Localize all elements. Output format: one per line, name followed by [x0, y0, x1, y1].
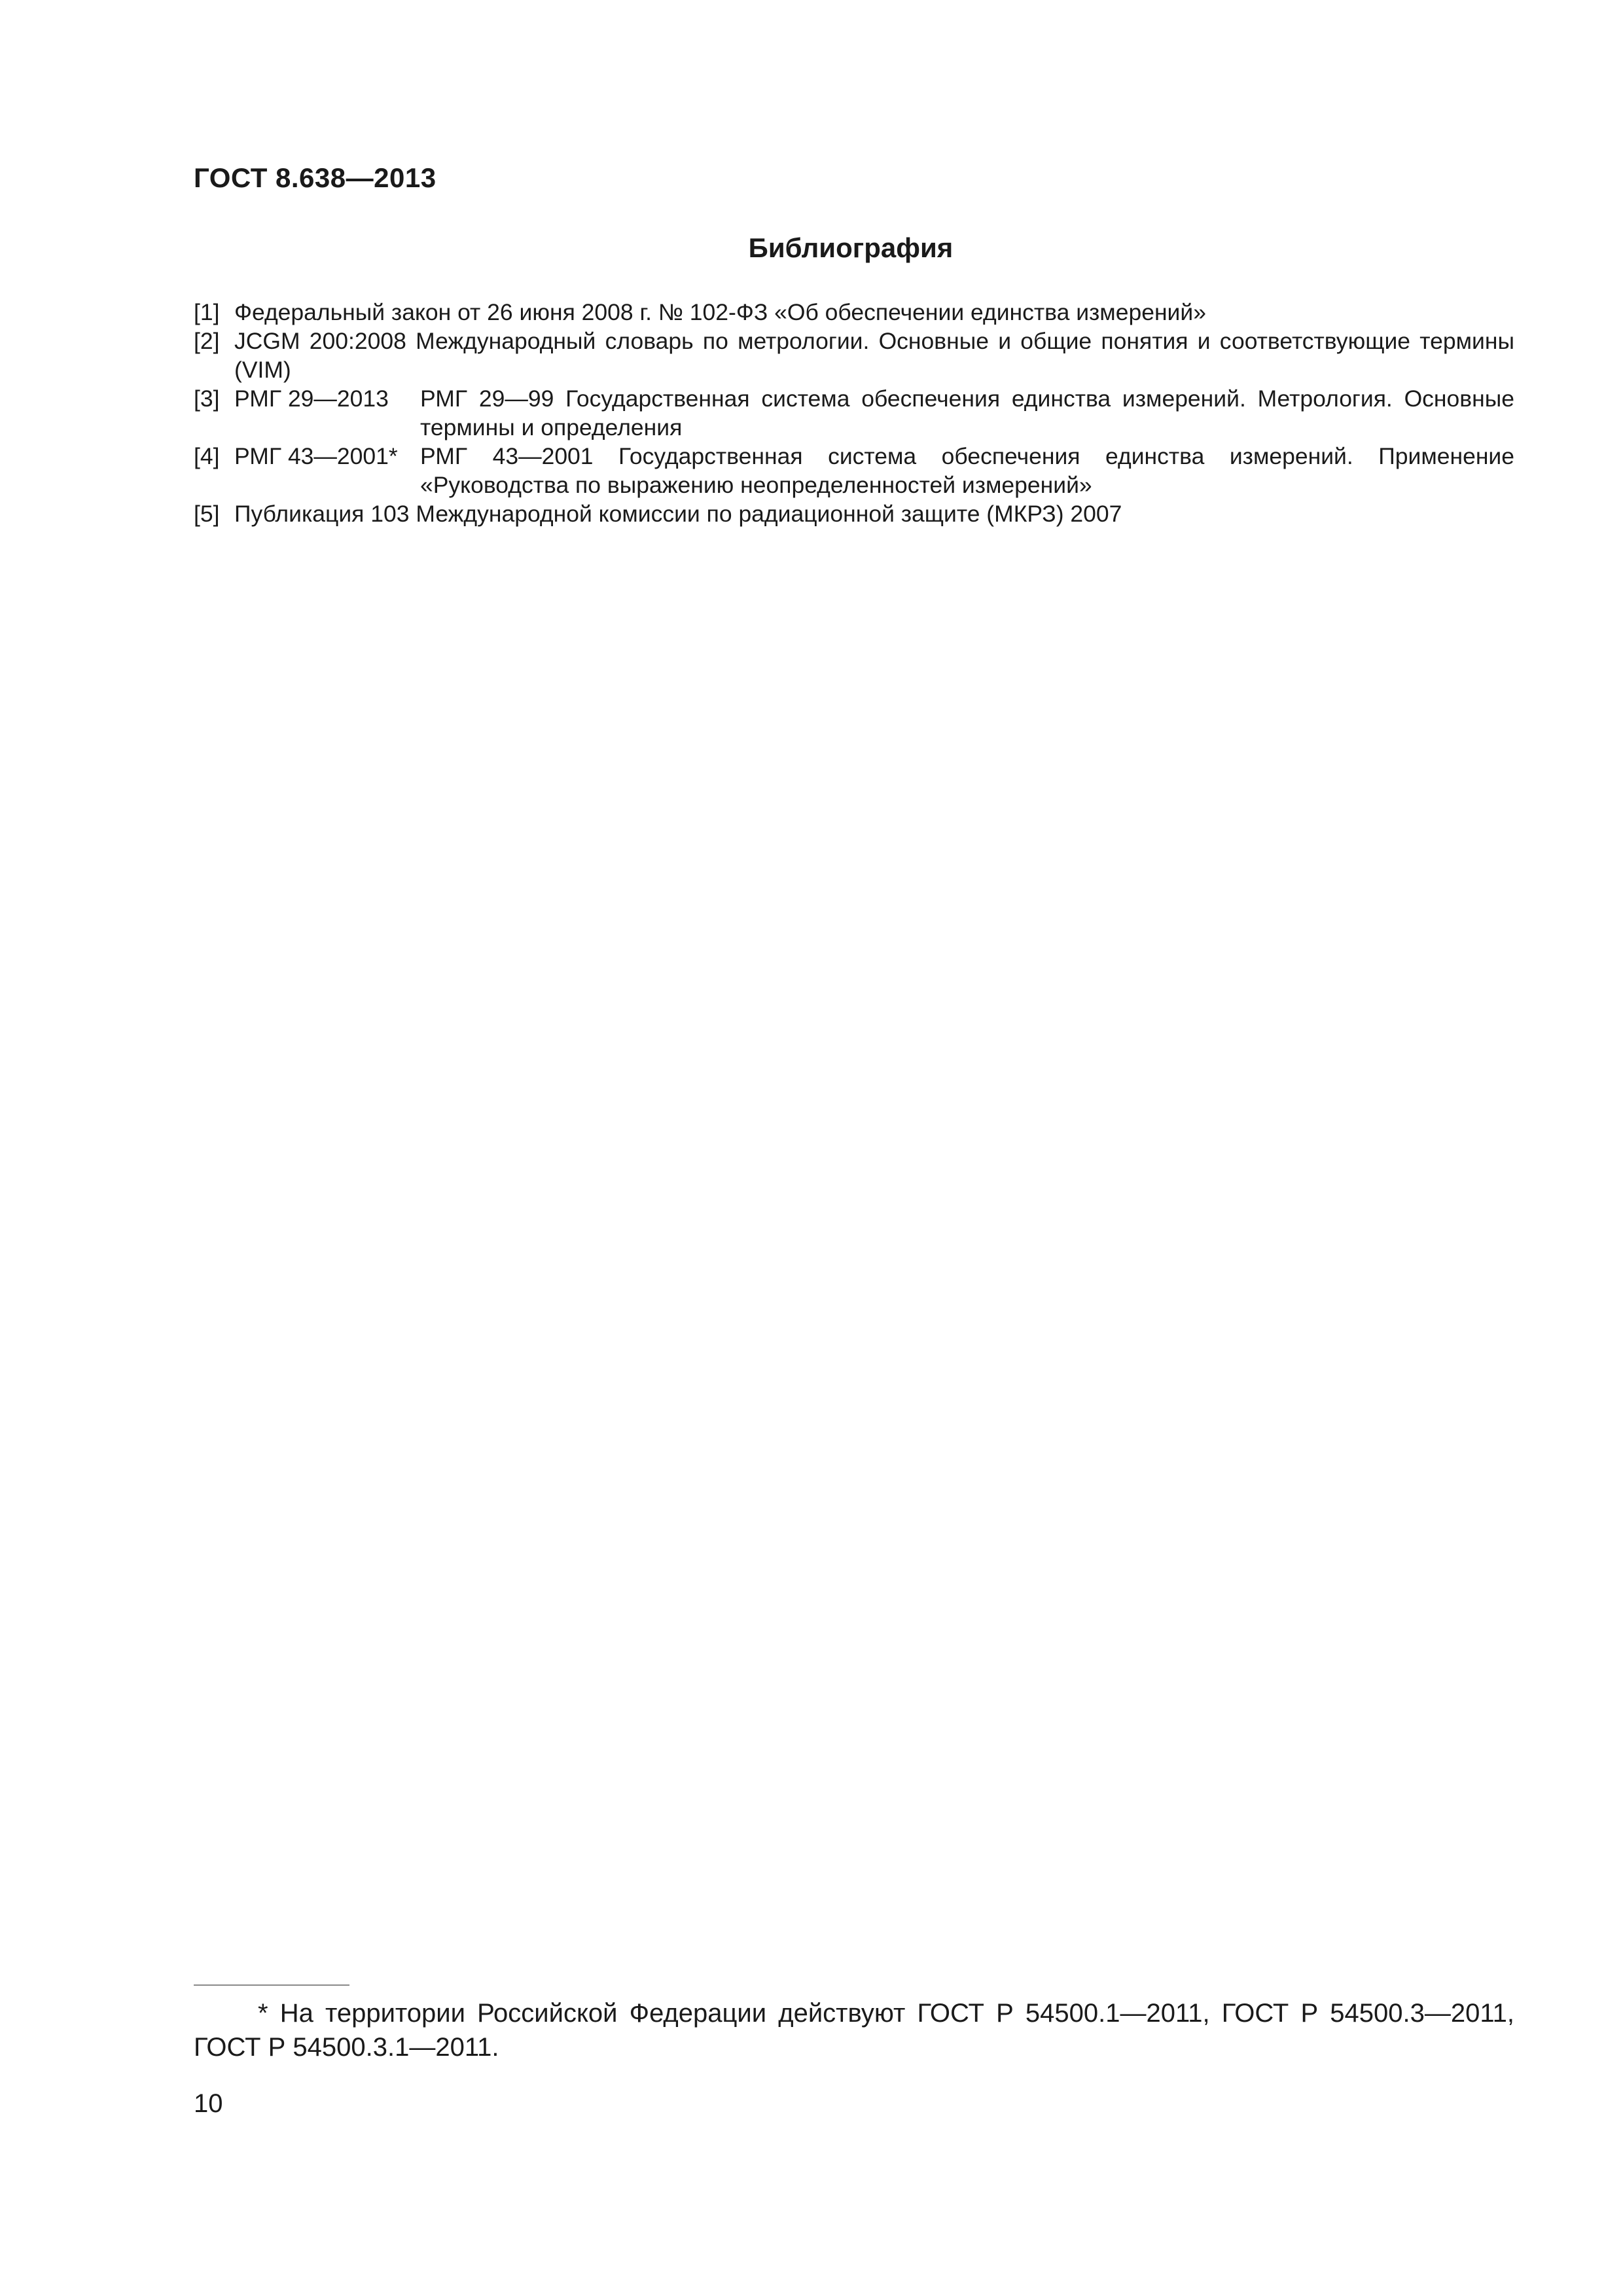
- page-number: 10: [194, 2089, 223, 2118]
- entry-number: [1]: [194, 299, 220, 325]
- bibliography-entry-5: [194, 499, 1514, 528]
- document-code: ГОСТ 8.638—2013: [194, 162, 437, 193]
- footnote: [194, 1996, 1514, 2064]
- entry-number: [2]: [194, 328, 220, 354]
- bibliography-list: [194, 298, 1514, 528]
- entry-text: РМГ 43—2001 Государственная система обеспечения единства измерений. Применение «Руководства по выражению неопределенностей измерений»: [420, 443, 1514, 498]
- entry-text: JCGM 200:2008 Международный словарь по метрологии. Основные и общие понятия и соответствующие термины (VIM): [234, 328, 1514, 383]
- entry-label: РМГ 29—2013: [234, 386, 389, 412]
- bibliography-entry-3: [194, 384, 1514, 442]
- entry-label: РМГ 43—2001*: [234, 443, 398, 469]
- bibliography-entry-1: [194, 298, 1514, 327]
- entry-number: [4]: [194, 443, 220, 469]
- entry-number: [5]: [194, 501, 220, 527]
- entry-number: [3]: [194, 386, 220, 412]
- bibliography-title: Библиография: [748, 232, 954, 263]
- footnote-divider: [194, 1984, 349, 1986]
- bibliography-entry-2: [194, 327, 1514, 384]
- entry-text: РМГ 29—99 Государственная система обеспечения единства измерений. Метрология. Основные термины и определения: [420, 386, 1514, 440]
- entry-text: Федеральный закон от 26 июня 2008 г. № 102-ФЗ «Об обеспечении единства измерений»: [234, 299, 1206, 325]
- footnote-text: * На территории Российской Федерации действуют ГОСТ Р 54500.1—2011, ГОСТ Р 54500.3—2011, ГОСТ Р 54500.3.1—2011.: [194, 1999, 1514, 2062]
- entry-body: [194, 442, 1514, 499]
- bibliography-entry-4: [194, 442, 1514, 499]
- entry-text: Публикация 103 Международной комиссии по радиационной защите (МКРЗ) 2007: [234, 501, 1122, 527]
- entry-body: [194, 384, 1514, 442]
